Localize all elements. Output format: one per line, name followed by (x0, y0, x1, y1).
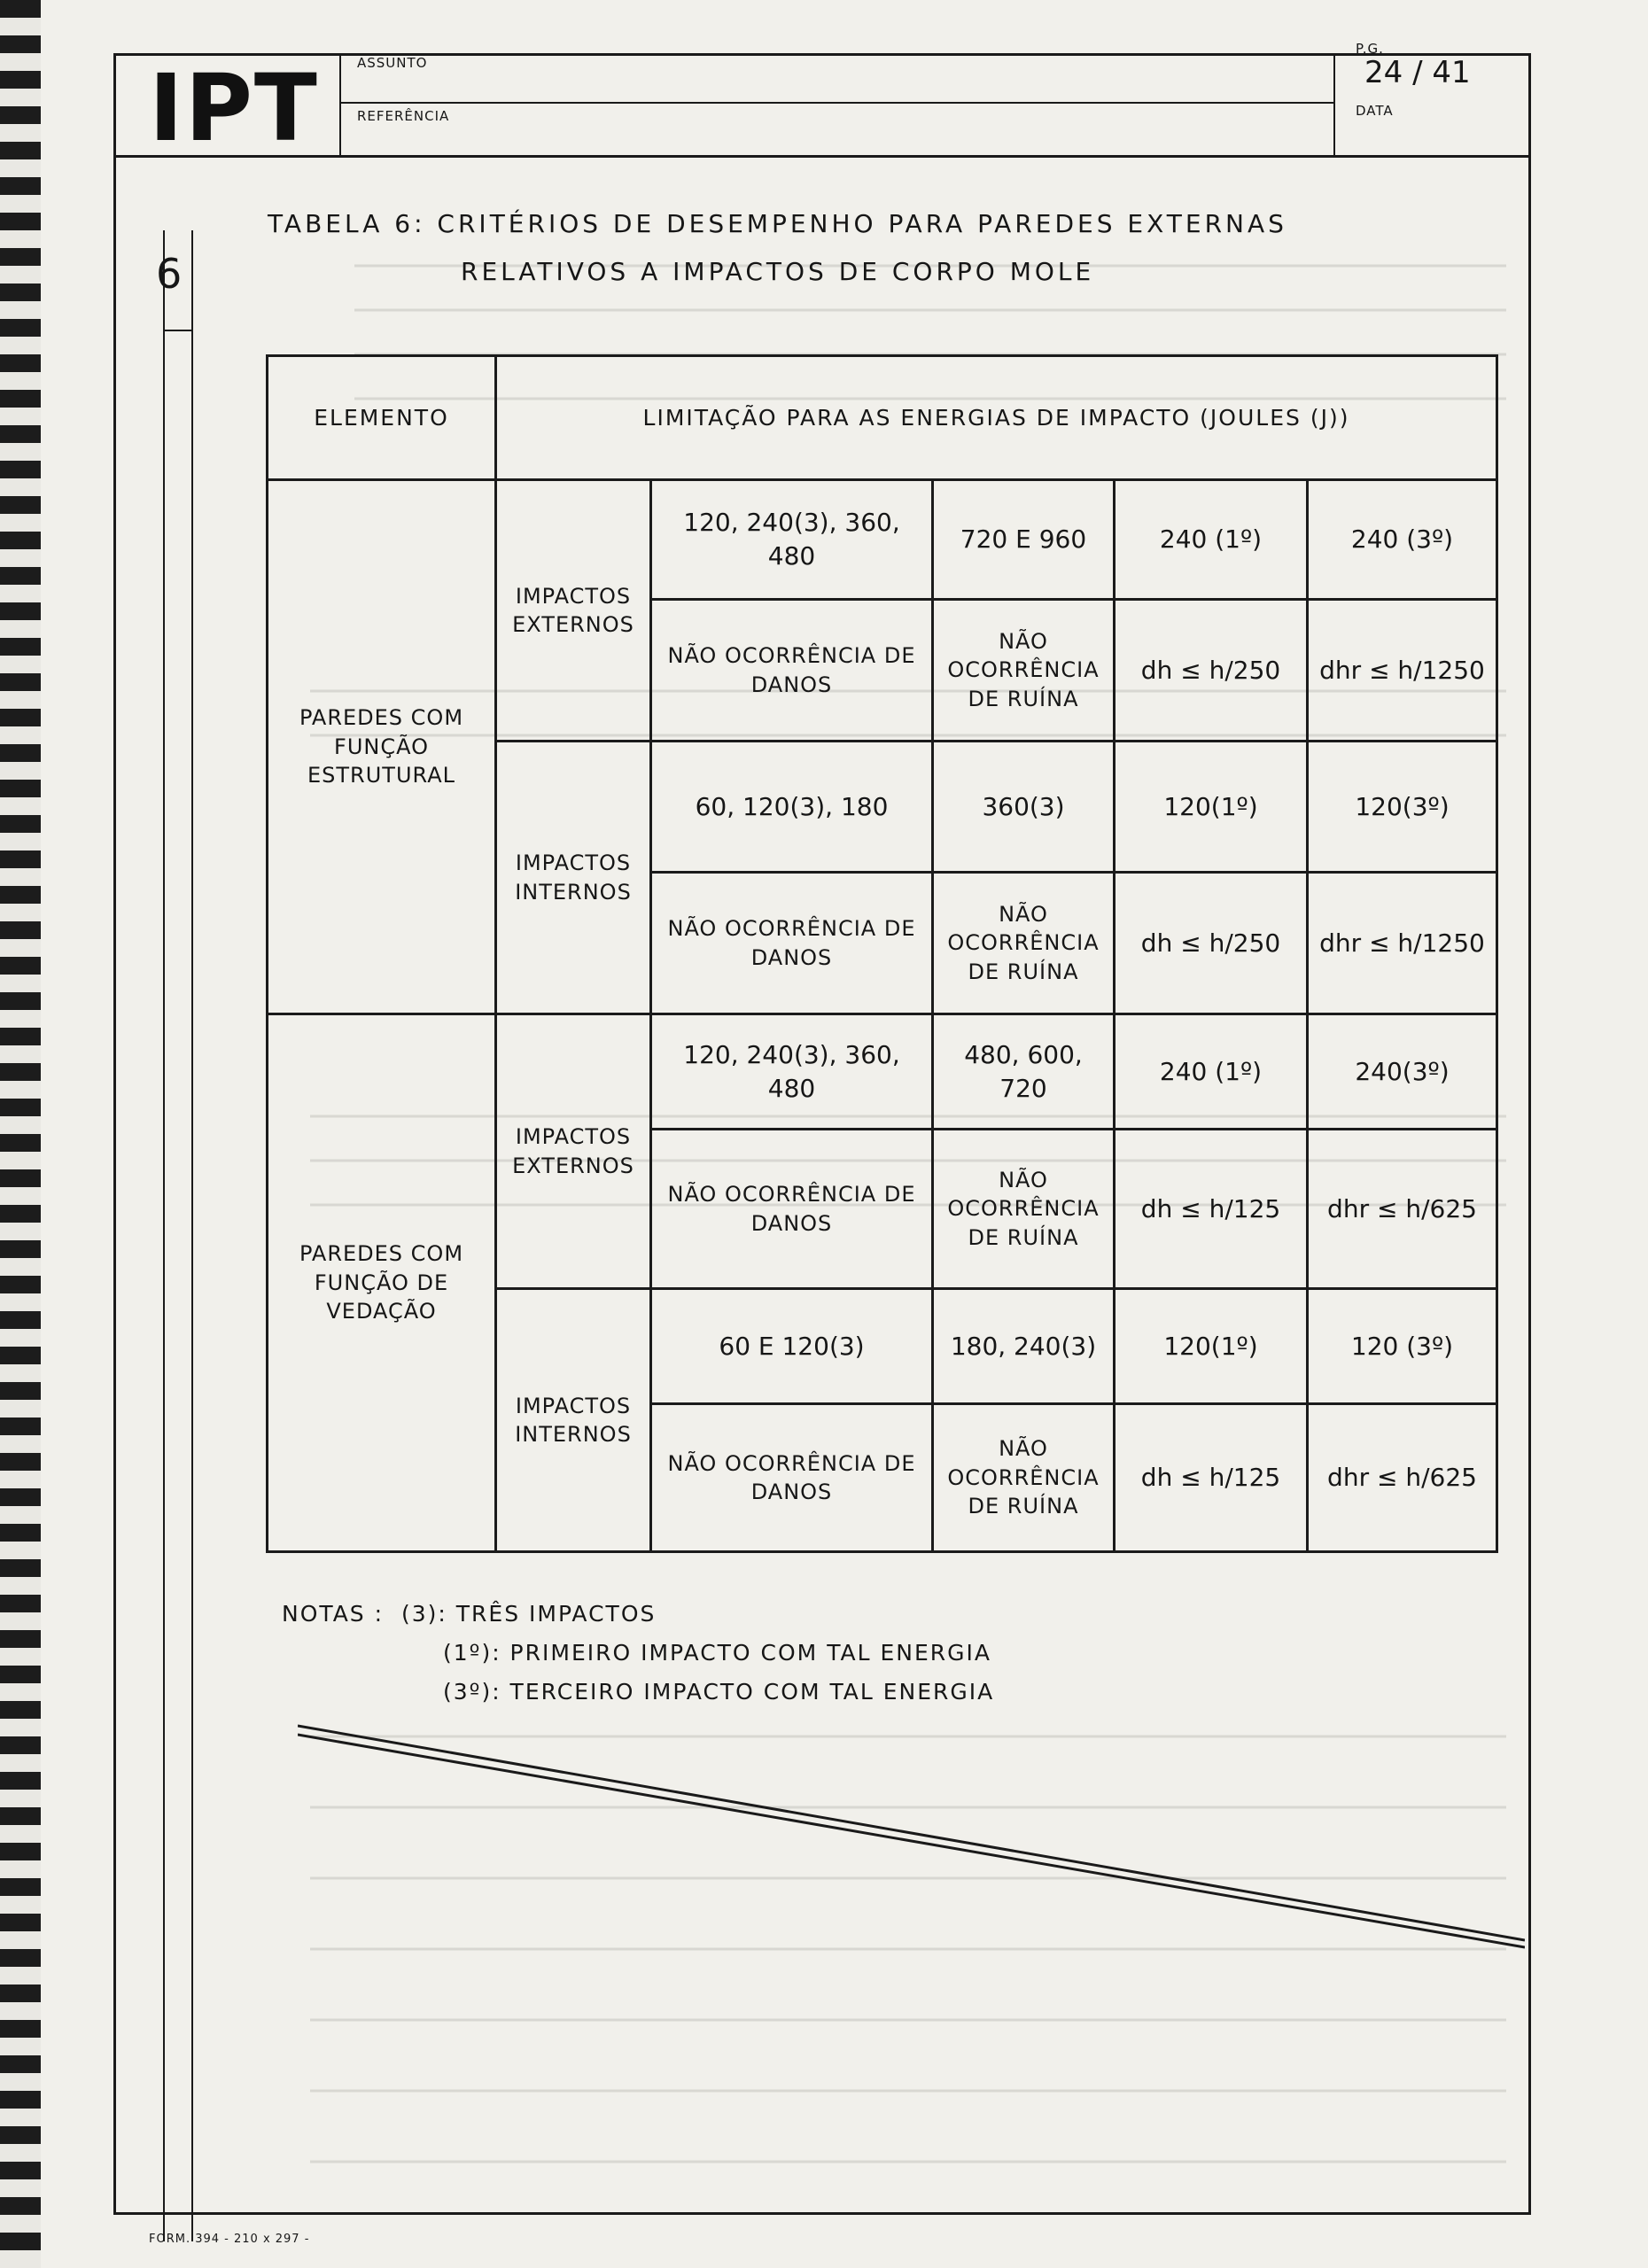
section-impactos-externos: IMPACTOS EXTERNOS (496, 480, 651, 742)
criteria-table (266, 354, 1498, 1553)
form-code: FORM. 394 - 210 x 297 - (149, 2233, 310, 2246)
deflection-cell: dhr ≤ h/1250 (1308, 600, 1497, 742)
energy-cell: 240 (1º) (1115, 1014, 1308, 1130)
energy-cell: 120(1º) (1115, 1289, 1308, 1404)
table-header-row (268, 356, 1497, 480)
deflection-cell: dhr ≤ h/1250 (1308, 873, 1497, 1014)
element-paredes-vedacao: PAREDES COM FUNÇÃO DE VEDAÇÃO (268, 1014, 496, 1552)
margin-number: 6 (156, 250, 183, 298)
energy-cell: 120, 240(3), 360, 480 (651, 480, 933, 600)
energy-cell: 360(3) (933, 742, 1115, 873)
criteria-cell: NÃO OCORRÊNCIA DE RUÍNA (933, 873, 1115, 1014)
deflection-cell: dh ≤ h/250 (1115, 873, 1308, 1014)
notes-item-text: (3): TRÊS IMPACTOS (400, 1601, 657, 1627)
section-impactos-internos: IMPACTOS INTERNOS (496, 742, 651, 1014)
page-number: 24 / 41 (1364, 55, 1471, 90)
energy-cell: 60, 120(3), 180 (651, 742, 933, 873)
deflection-cell: dhr ≤ h/625 (1308, 1130, 1497, 1289)
header-divider (339, 53, 341, 158)
notes-label: NOTAS : (282, 1601, 385, 1627)
criteria-cell: NÃO OCORRÊNCIA DE DANOS (651, 873, 933, 1014)
header-rule (339, 102, 1333, 104)
margin-tick (163, 330, 193, 331)
header-limitacao: LIMITAÇÃO PARA AS ENERGIAS DE IMPACTO (JOULES (J)) (496, 356, 1497, 480)
table-row (268, 480, 1497, 600)
criteria-cell: NÃO OCORRÊNCIA DE DANOS (651, 1404, 933, 1552)
deflection-cell: dhr ≤ h/625 (1308, 1404, 1497, 1552)
referencia-label: REFERÊNCIA (357, 108, 450, 124)
energy-cell: 240(3º) (1308, 1014, 1497, 1130)
energy-cell: 120(3º) (1308, 742, 1497, 873)
form-header (113, 41, 1531, 162)
deflection-cell: dh ≤ h/125 (1115, 1404, 1308, 1552)
data-label: DATA (1356, 103, 1394, 119)
criteria-cell: NÃO OCORRÊNCIA DE RUÍNA (933, 1130, 1115, 1289)
criteria-cell: NÃO OCORRÊNCIA DE RUÍNA (933, 600, 1115, 742)
table-title-line2: RELATIVOS A IMPACTOS DE CORPO MOLE (461, 257, 1095, 286)
notes-item (282, 1634, 994, 1673)
criteria-cell: NÃO OCORRÊNCIA DE RUÍNA (933, 1404, 1115, 1552)
section-impactos-externos: IMPACTOS EXTERNOS (496, 1014, 651, 1289)
margin-column (163, 230, 193, 2241)
energy-cell: 120, 240(3), 360, 480 (651, 1014, 933, 1130)
notes-item (282, 1673, 994, 1712)
table-title-line1: TABELA 6: CRITÉRIOS DE DESEMPENHO PARA PAREDES EXTERNAS (268, 209, 1287, 238)
spiral-binding (0, 0, 41, 2268)
table-row (268, 1014, 1497, 1130)
energy-cell: 720 E 960 (933, 480, 1115, 600)
notes-item-text: (1º): PRIMEIRO IMPACTO COM TAL ENERGIA (443, 1640, 992, 1666)
header-divider-right (1333, 53, 1335, 158)
ipt-logo: IPT (149, 54, 319, 162)
section-impactos-internos: IMPACTOS INTERNOS (496, 1289, 651, 1552)
energy-cell: 480, 600, 720 (933, 1014, 1115, 1130)
energy-cell: 240 (1º) (1115, 480, 1308, 600)
pg-label: P.G. (1356, 41, 1384, 57)
deflection-cell: dh ≤ h/250 (1115, 600, 1308, 742)
energy-cell: 60 E 120(3) (651, 1289, 933, 1404)
criteria-cell: NÃO OCORRÊNCIA DE DANOS (651, 1130, 933, 1289)
element-paredes-estrutural: PAREDES COM FUNÇÃO ESTRUTURAL (268, 480, 496, 1014)
deflection-cell: dh ≤ h/125 (1115, 1130, 1308, 1289)
table-notes (282, 1595, 994, 1712)
notes-item (282, 1595, 994, 1634)
energy-cell: 120(1º) (1115, 742, 1308, 873)
notes-item-text: (3º): TERCEIRO IMPACTO COM TAL ENERGIA (443, 1679, 995, 1705)
header-elemento: ELEMENTO (268, 356, 496, 480)
energy-cell: 240 (3º) (1308, 480, 1497, 600)
assunto-label: ASSUNTO (357, 55, 428, 71)
energy-cell: 180, 240(3) (933, 1289, 1115, 1404)
criteria-cell: NÃO OCORRÊNCIA DE DANOS (651, 600, 933, 742)
energy-cell: 120 (3º) (1308, 1289, 1497, 1404)
